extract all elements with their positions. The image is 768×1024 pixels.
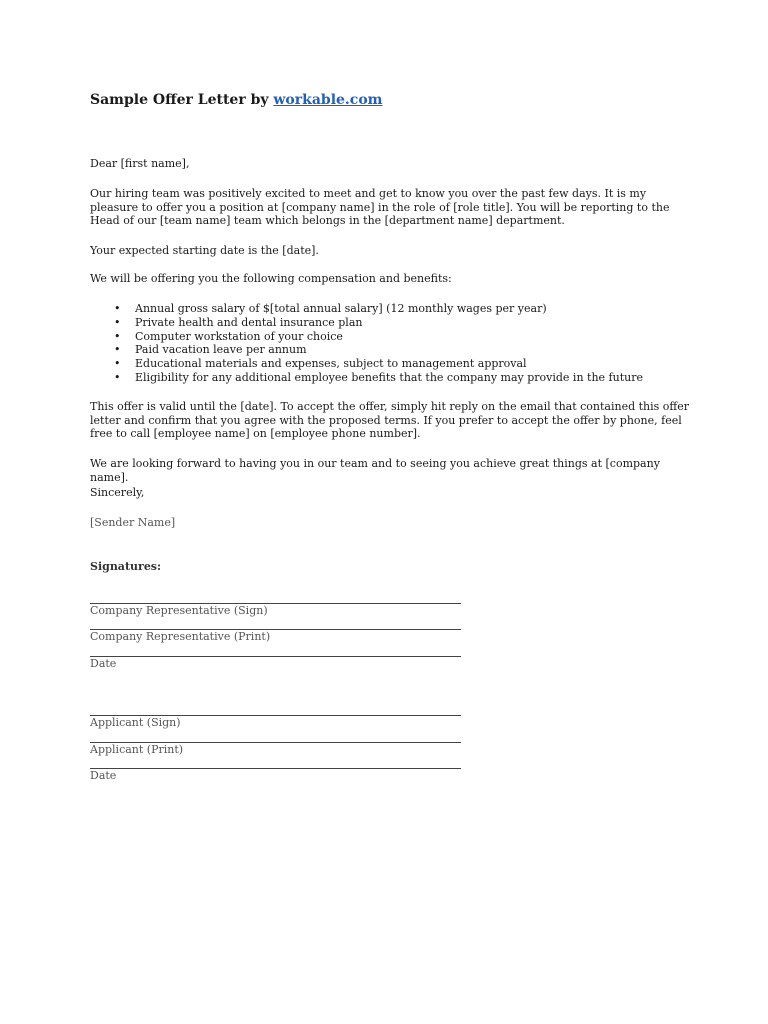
signature-label: Company Representative (Sign) <box>90 604 268 617</box>
signature-label: Date <box>90 769 117 782</box>
benefit-item: • Educational materials and expenses, subject to management approval <box>90 357 690 371</box>
validity-paragraph: This offer is valid until the [date]. To accept the offer, simply hit reply on the email that contained this offer letter and confirm that you agree with the proposed terms. If you prefer to accept the offer by phone, feel free to call [employee name] on [employee phone number]. <box>90 400 689 440</box>
document-title <box>90 92 382 108</box>
compensation-intro: We will be offering you the following compensation and benefits: <box>90 272 452 285</box>
benefit-item: • Eligibility for any additional employee benefits that the company may provide in the future <box>90 371 690 385</box>
benefit-item: • Computer workstation of your choice <box>90 330 690 344</box>
closing-paragraph: We are looking forward to having you in our team and to seeing you achieve great things at [company name]. <box>90 457 660 484</box>
signatures-heading: Signatures: <box>90 560 162 573</box>
signature-label: Date <box>90 657 117 670</box>
title-prefix: Sample Offer Letter by <box>90 92 274 108</box>
greeting: Dear [first name], <box>90 157 190 170</box>
benefit-item: • Annual gross salary of $[total annual salary] (12 monthly wages per year) <box>90 302 690 316</box>
signature-label: Company Representative (Print) <box>90 630 271 643</box>
intro-paragraph: Our hiring team was positively excited to meet and get to know you over the past few days. It is my pleasure to offer you a position at [company name] in the role of [role title]. You will be reporting to the Head of our [team name] team which belongs in the [department name] department. <box>90 187 670 227</box>
benefit-item: • Paid vacation leave per annum <box>90 343 690 357</box>
benefit-item: • Private health and dental insurance plan <box>90 316 690 330</box>
sender-name: [Sender Name] <box>90 516 176 529</box>
signature-label: Applicant (Sign) <box>90 716 181 729</box>
signature-line <box>90 656 461 657</box>
workable-link[interactable]: workable.com <box>273 92 383 108</box>
sign-off: Sincerely, <box>90 486 145 499</box>
signature-label: Applicant (Print) <box>90 743 184 756</box>
signature-line <box>90 768 461 769</box>
start-date-paragraph: Your expected starting date is the [date]. <box>90 244 319 257</box>
benefits-list <box>90 302 690 385</box>
